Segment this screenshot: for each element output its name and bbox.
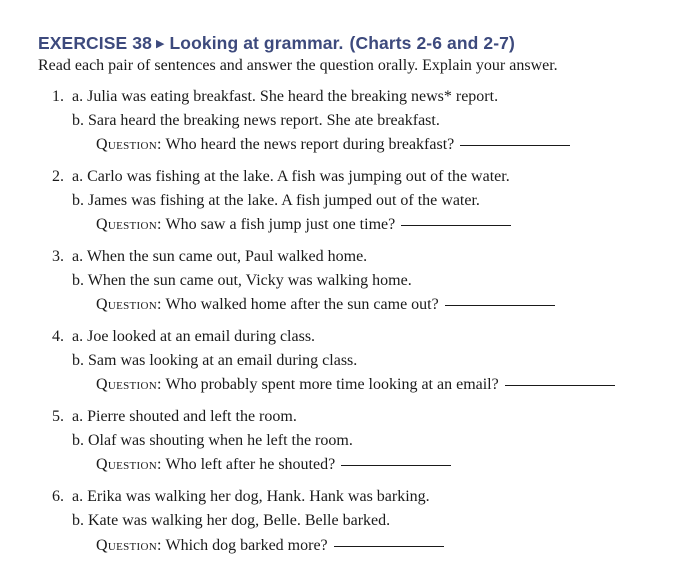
item-number: 2. — [52, 168, 64, 185]
question-text: Who walked home after the sun came out? — [165, 296, 439, 313]
item-3-line-b — [72, 271, 412, 291]
question-text: Which dog barked more? — [165, 537, 328, 554]
exercise-number: EXERCISE 38 — [38, 33, 152, 53]
item-1-line-b — [72, 111, 440, 131]
question-text: Who left after he shouted? — [165, 456, 336, 473]
sentence-a: a. When the sun came out, Paul walked home. — [72, 248, 368, 265]
item-1-question — [96, 135, 570, 155]
sentence-b: b. Sam was looking at an email during class. — [72, 352, 358, 369]
item-5-line-b — [72, 431, 353, 451]
item-4-line-b — [72, 351, 357, 371]
answer-blank — [505, 385, 615, 386]
sentence-a: a. Carlo was fishing at the lake. A fish was jumping out of the water. — [72, 168, 510, 185]
item-6-question — [96, 536, 444, 556]
item-6-line-b — [72, 511, 390, 531]
instructions: Read each pair of sentences and answer the question orally. Explain your answer. — [38, 57, 558, 74]
item-number: 3. — [52, 248, 64, 265]
question-label: Question: — [96, 456, 162, 473]
item-4-line-a — [52, 327, 315, 347]
sentence-b: b. Olaf was shouting when he left the room. — [72, 432, 353, 449]
sentence-a: a. Julia was eating breakfast. She heard the breaking news* report. — [72, 88, 499, 105]
exercise-heading — [38, 33, 515, 54]
answer-blank — [341, 465, 451, 466]
item-number: 6. — [52, 488, 64, 505]
sentence-a: a. Pierre shouted and left the room. — [72, 408, 297, 425]
item-2-question — [96, 215, 511, 235]
answer-blank — [334, 546, 444, 547]
question-label: Question: — [96, 216, 162, 233]
item-number: 5. — [52, 408, 64, 425]
answer-blank — [401, 225, 511, 226]
item-number: 1. — [52, 88, 64, 105]
item-1-line-a — [52, 87, 498, 107]
sentence-a: a. Erika was walking her dog, Hank. Hank was barking. — [72, 488, 430, 505]
chart-reference: (Charts 2-6 and 2-7) — [349, 33, 515, 53]
answer-blank — [445, 305, 555, 306]
question-label: Question: — [96, 296, 162, 313]
sentence-b: b. Sara heard the breaking news report. She ate breakfast. — [72, 112, 440, 129]
item-5-question — [96, 455, 451, 475]
sentence-a: a. Joe looked at an email during class. — [72, 328, 316, 345]
triangle-arrow-icon: ▶ — [155, 38, 165, 50]
item-6-line-a — [52, 487, 430, 507]
sentence-b: b. Kate was walking her dog, Belle. Belle barked. — [72, 512, 391, 529]
item-number: 4. — [52, 328, 64, 345]
question-label: Question: — [96, 376, 162, 393]
question-label: Question: — [96, 136, 162, 153]
question-label: Question: — [96, 537, 162, 554]
sentence-b: b. When the sun came out, Vicky was walking home. — [72, 272, 412, 289]
item-2-line-a — [52, 167, 510, 187]
item-5-line-a — [52, 407, 297, 427]
exercise-title: Looking at grammar. — [169, 33, 344, 53]
question-text: Who saw a fish jump just one time? — [165, 216, 396, 233]
item-2-line-b — [72, 191, 480, 211]
item-4-question — [96, 375, 615, 395]
sentence-b: b. James was fishing at the lake. A fish jumped out of the water. — [72, 192, 480, 209]
answer-blank — [460, 145, 570, 146]
item-3-question — [96, 295, 555, 315]
question-text: Who heard the news report during breakfast? — [165, 136, 455, 153]
item-3-line-a — [52, 247, 367, 267]
question-text: Who probably spent more time looking at an email? — [165, 376, 499, 393]
